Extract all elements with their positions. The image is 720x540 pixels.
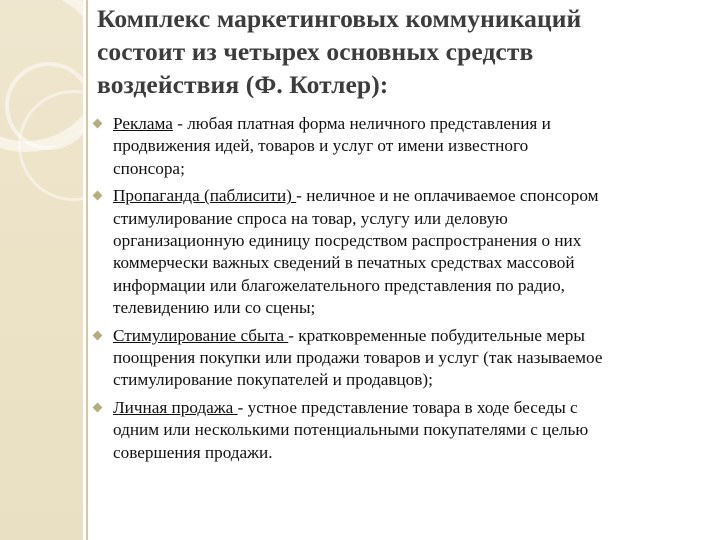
item-line: одним или несколькими потенциальными покупателями с целью (113, 420, 589, 440)
item-line: продвижения идей, товаров и услуг от имени известного (113, 136, 529, 156)
item-line: телевидению или со сцены; (113, 298, 316, 318)
item-line: организационную единицу посредством распространения о них (113, 231, 582, 251)
item-line: совершения продажи. (113, 442, 273, 462)
slide-title (97, 2, 697, 101)
bullet-icon (93, 402, 103, 412)
bullet-icon (93, 119, 103, 129)
item-text: - любая платная форма неличного представления и (172, 114, 551, 133)
title-line: Комплекс маркетинговых коммуникаций (97, 4, 582, 33)
item-line: информации или благожелательного представления по радио, (113, 275, 565, 295)
title-line: состоит из четырех основных средств (97, 37, 534, 66)
vertical-divider (86, 0, 88, 540)
item-line (113, 325, 716, 347)
item-line: поощрения покупки или продажи товаров и услуг (так называемое (113, 348, 603, 368)
item-text: - устное представление товара в ходе беседы с (237, 397, 578, 417)
item-line: коммерчески важных сведений в печатных средствах массовой (113, 253, 575, 273)
list-item-personal-selling (92, 397, 716, 464)
title-line: воздействия (Ф. Котлер): (97, 70, 389, 99)
item-term: Реклама (113, 114, 173, 133)
item-line (113, 113, 716, 135)
list-item-advertising (92, 113, 716, 180)
item-term: Стимулирование сбыта (113, 325, 289, 345)
item-text: - неличное и не оплачиваемое спонсором (296, 186, 599, 206)
item-line: стимулирование покупателей и продавцов); (113, 370, 433, 390)
item-line (113, 185, 716, 207)
bullet-icon (93, 330, 103, 340)
item-term: Личная продажа (113, 397, 238, 417)
list-item-sales-promotion (92, 325, 716, 392)
item-line (113, 397, 716, 419)
list-item-publicity (92, 185, 716, 319)
bullet-icon (93, 191, 103, 201)
item-term: Пропаганда (паблисити) (113, 186, 297, 206)
item-line: стимулирование спроса на товар, услугу или деловую (113, 208, 508, 228)
bullet-list (92, 113, 716, 469)
item-text: - кратковременные побудительные меры (288, 325, 585, 345)
item-line: спонсора; (113, 158, 185, 178)
